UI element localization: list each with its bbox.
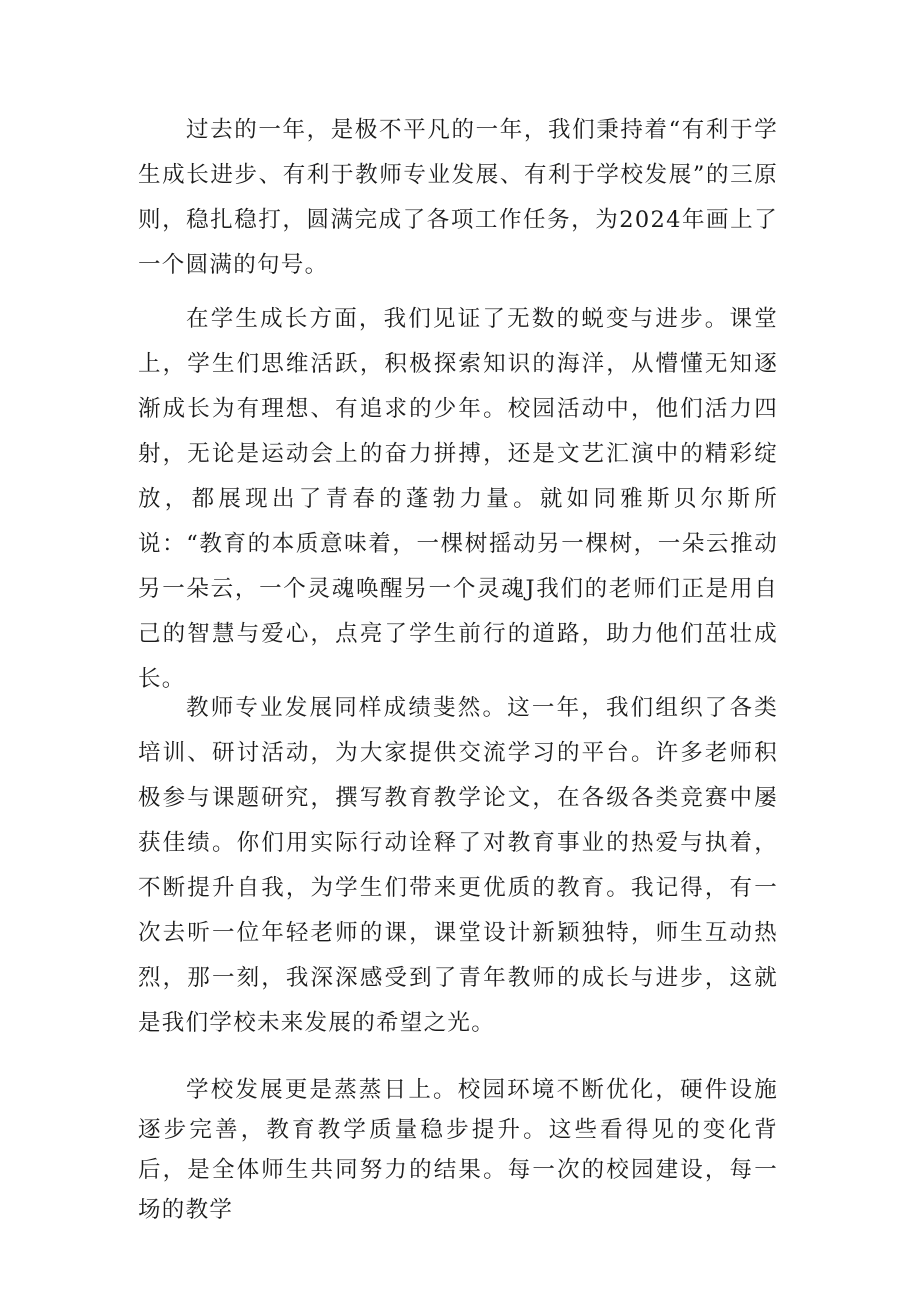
paragraph-4: 学校发展更是蒸蒸日上。校园环境不断优化，硬件设施逐步完善，教育教学质量稳步提升。这些看得见的变化背后，是全体师生共同努力的结果。每一次的校园建设，每一场的教学 [138, 1077, 778, 1223]
paragraph-3: 教师专业发展同样成绩斐然。这一年，我们组织了各类培训、研讨活动，为大家提供交流学习的平台。许多老师积极参与课题研究，撰写教育教学论文，在各级各类竞赛中屡获佳绩。你们用实际行动诠释了对教育事业的热爱与执着，不断提升自我，为学生们带来更优质的教育。我记得，有一次去听一位年轻老师的课，课堂设计新颖独特，师生互动热烈，那一刻，我深深感受到了青年教师的成长与进步，这就是我们学校未来发展的希望之光。 [138, 695, 778, 1036]
paragraph-1: 过去的一年，是极不平凡的一年，我们秉持着“有利于学生成长进步、有利于教师专业发展、有利于学校发展”的三原则，稳扎稳打，圆满完成了各项工作任务，为2024年画上了一个圆满的句号。 [138, 117, 778, 278]
paragraph-2: 在学生成长方面，我们见证了无数的蜕变与进步。课堂上，学生们思维活跃，积极探索知识的海洋，从懵懂无知逐渐成长为有理想、有追求的少年。校园活动中，他们活力四射，无论是运动会上的奋力拼搏，还是文艺汇演中的精彩绽放，都展现出了青春的蓬勃力量。就如同雅斯贝尔斯所说：“教育的本质意味着，一棵树摇动另一棵树，一朵云推动另一朵云，一个灵魂唤醒另一个灵魂J我们的老师们正是用自己的智慧与爱心，点亮了学生前行的道路，助力他们茁壮成长。 [138, 306, 778, 692]
